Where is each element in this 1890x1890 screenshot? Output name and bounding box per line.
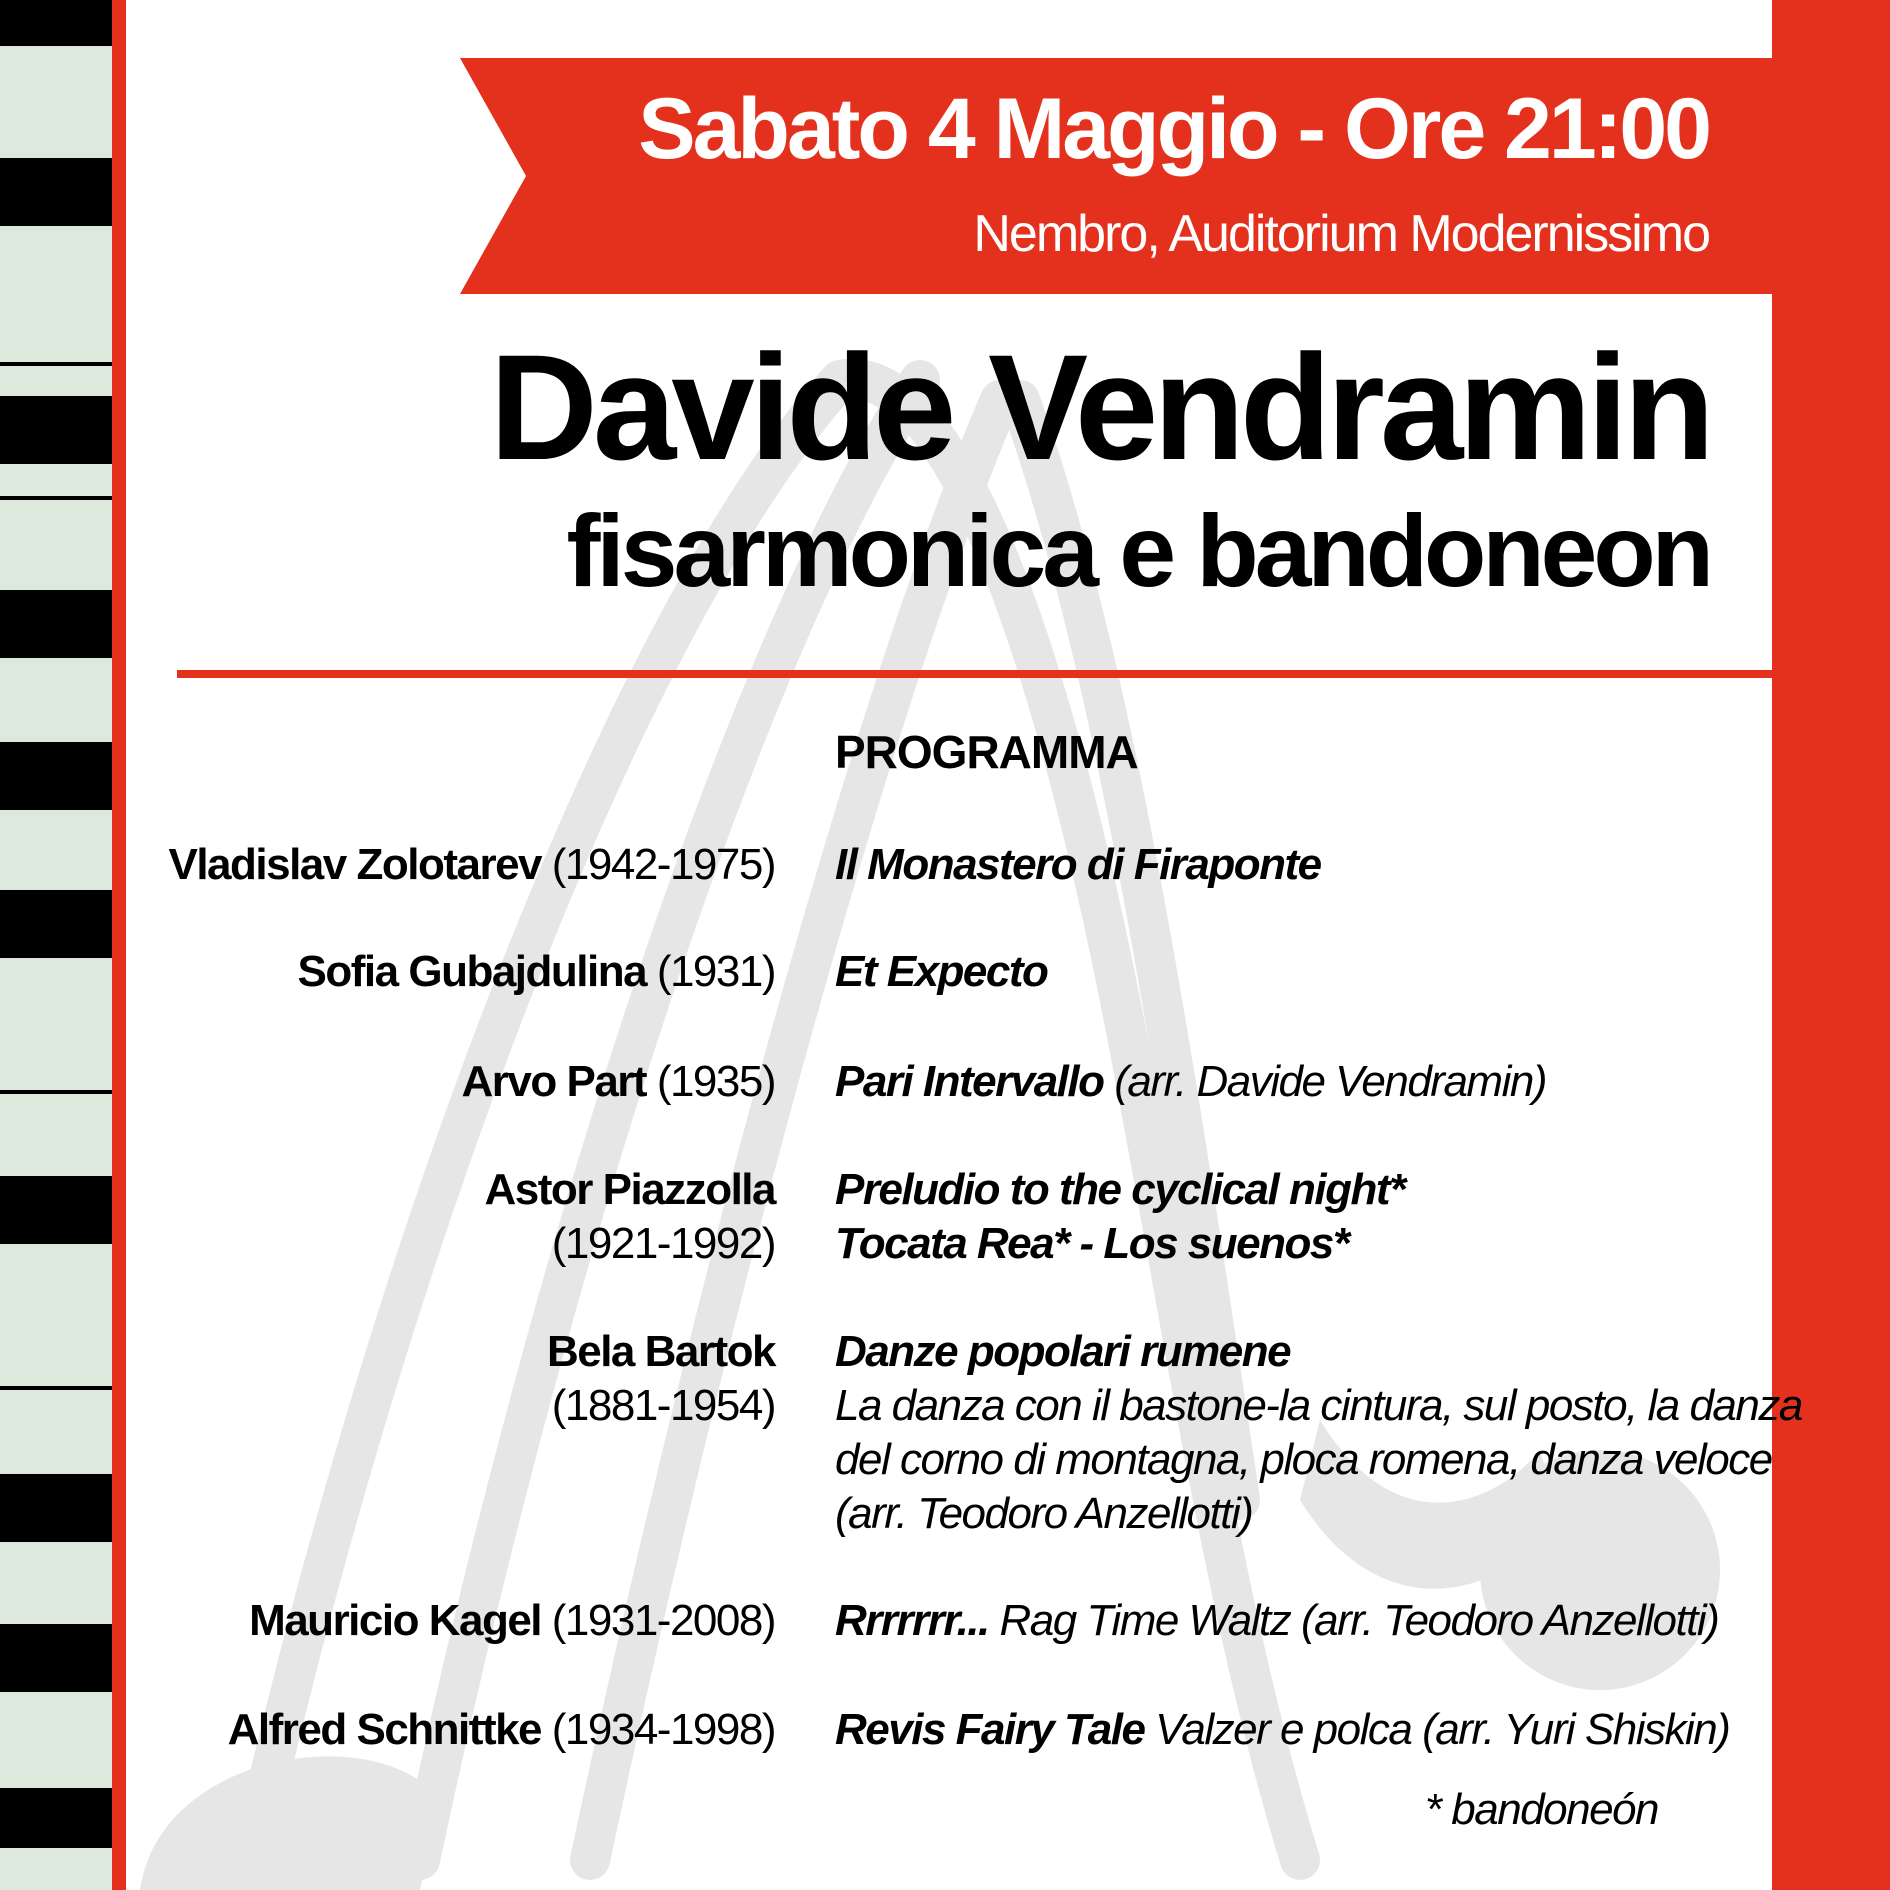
black-key: [0, 1788, 112, 1848]
composer: Bela Bartok (1881-1954): [546, 1327, 775, 1430]
right-red-border: [1772, 0, 1890, 1890]
composer: Alfred Schnittke (1934-1998): [227, 1705, 775, 1754]
event-date: Sabato 4 Maggio - Ore 21:00: [638, 81, 1709, 177]
work: Danze popolari rumene La danza con il bastone-la cintura, sul posto, la danza del corno di montagna, ploca romena, danza veloce (arr. Teodoro Anzellotti): [835, 1327, 1802, 1538]
black-key: [0, 0, 112, 46]
program-heading: PROGRAMMA: [835, 726, 1138, 778]
key-divider: [0, 362, 112, 366]
work: Preludio to the cyclical night* Tocata Rea* - Los suenos*: [835, 1165, 1405, 1268]
work: Et Expecto: [835, 947, 1048, 996]
footnote: * bandoneón: [1424, 1785, 1658, 1834]
performer-name: Davide Vendramin: [489, 323, 1710, 491]
black-key: [0, 1474, 112, 1542]
composer: Astor Piazzolla (1921-1992): [484, 1165, 775, 1268]
black-key: [0, 590, 112, 658]
black-key: [0, 158, 112, 226]
date-banner: [460, 58, 1772, 294]
black-key: [0, 1176, 112, 1244]
work: Revis Fairy Tale Valzer e polca (arr. Yuri Shiskin): [835, 1705, 1730, 1754]
composer: Arvo Part (1935): [461, 1057, 775, 1106]
black-key: [0, 1624, 112, 1692]
key-divider: [0, 496, 112, 500]
event-venue: Nembro, Auditorium Modernissimo: [973, 205, 1709, 263]
composer: Mauricio Kagel (1931-2008): [249, 1596, 775, 1645]
divider: [177, 670, 1772, 678]
composer: Vladislav Zolotarev (1942-1975): [168, 840, 775, 889]
black-key: [0, 890, 112, 958]
work: Il Monastero di Firaponte: [835, 840, 1321, 889]
black-key: [0, 742, 112, 810]
work: Pari Intervallo (arr. Davide Vendramin): [835, 1057, 1546, 1106]
keyboard-strip: [0, 0, 112, 1890]
composer: Sofia Gubajdulina (1931): [297, 947, 775, 996]
page-title: [490, 322, 1711, 610]
key-divider: [0, 1386, 112, 1390]
key-divider: [0, 1090, 112, 1094]
black-key: [0, 396, 112, 464]
performer-instruments: fisarmonica e bandoneon: [566, 494, 1710, 608]
work: Rrrrrrr... Rag Time Waltz (arr. Teodoro Anzellotti): [835, 1596, 1719, 1645]
